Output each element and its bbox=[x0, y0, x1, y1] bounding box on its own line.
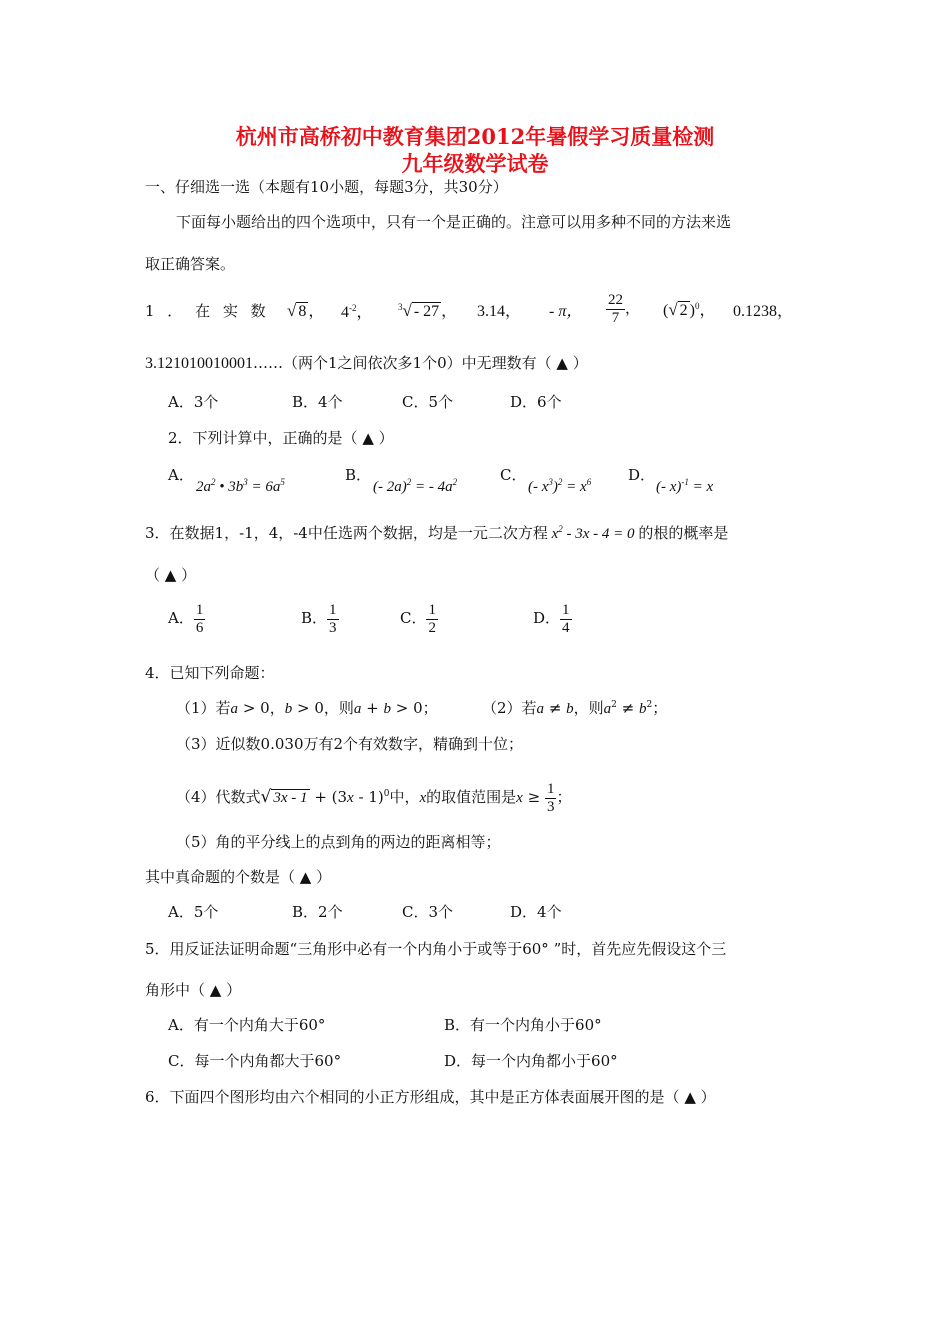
q4-conclusion: 其中真命题的个数是（ ▲ ） bbox=[145, 868, 332, 886]
q1-0-1238: 0.1238， bbox=[733, 303, 794, 320]
q2-option-a-label[interactable]: A． bbox=[168, 466, 194, 484]
section-1-intro: 下面每小题给出的四个选项中，只有一个是正确的。注意可以用多种不同的方法来选 bbox=[176, 213, 732, 231]
q2-option-d-label[interactable]: D． bbox=[628, 466, 656, 484]
q1-lead: 1 ． 在 实 数 bbox=[145, 302, 270, 320]
q1-option-b[interactable]: B．4个 bbox=[292, 393, 343, 411]
q2-option-b-expr: (- 2a)$^2$ = - $4a^2$ bbox=[373, 477, 458, 495]
q5-option-c[interactable]: C．每一个内角都大于60° bbox=[168, 1052, 342, 1070]
q2-option-c-expr: (- $x^3)^2 = x^6$ bbox=[528, 477, 592, 495]
q5-stem: 5．用反证法证明命题“三角形中必有一个内角小于或等于60° ”时，首先应先假设这个三 bbox=[145, 940, 727, 958]
section-1-intro-cont: 取正确答案。 bbox=[145, 255, 236, 273]
q4-proposition-2: （2）若a ≠ b，则$a^2 \ne b^2$； bbox=[482, 699, 668, 717]
q1-four-power: $4^{-2}$， bbox=[341, 303, 373, 321]
q6-stem: 6．下面四个图形均由六个相同的小正方形组成，其中是正方体表面展开图的是（ ▲ ） bbox=[145, 1088, 716, 1106]
q4-option-b[interactable]: B．2个 bbox=[292, 903, 343, 921]
q4-proposition-5: （5）角的平分线上的点到角的两边的距离相等； bbox=[176, 833, 501, 851]
q4-stem: 4．已知下列命题： bbox=[145, 664, 275, 682]
q5-option-a[interactable]: A．有一个内角大于60° bbox=[168, 1016, 326, 1034]
q2-option-b-label[interactable]: B． bbox=[345, 466, 372, 484]
q1-3-14: 3.14， bbox=[477, 303, 522, 320]
q1-line2: 3.121010010001……（两个1之间依次多1个0）中无理数有（ ▲ ） bbox=[145, 354, 588, 372]
q1-sqrt2-power: (√ 2 )$^0$， bbox=[663, 300, 716, 319]
q1-cube-root: $^3$√ - 27 ， bbox=[398, 301, 458, 320]
q4-option-a[interactable]: A．5个 bbox=[168, 903, 219, 921]
q1-option-c[interactable]: C．5个 bbox=[402, 393, 454, 411]
q5-stem-cont: 角形中（ ▲ ） bbox=[145, 981, 242, 999]
q2-option-d-expr: (- x)$^{-1}$ = x bbox=[656, 477, 714, 495]
exam-title: 杭州市高桥初中教育集团2012年暑假学习质量检测 bbox=[235, 124, 715, 149]
q3-option-a[interactable]: A． $\frac{1}{6}$ bbox=[168, 602, 204, 636]
q1-fraction: $\frac{22}{7}$ ， bbox=[608, 292, 641, 326]
q3-paren: （ ▲ ） bbox=[145, 566, 197, 584]
q4-proposition-1: （1）若a > 0，b > 0，则a + b > 0； bbox=[176, 699, 438, 717]
q1-neg-pi: - π， bbox=[549, 303, 583, 320]
section-1-header: 一、仔细选一选（本题有10小题，每题3分，共30分） bbox=[145, 178, 508, 196]
q4-option-d[interactable]: D．4个 bbox=[510, 903, 562, 921]
q3-stem: 3．在数据1，-1，4，-4中任选两个数据，均是一元二次方程 $x^2 - 3x - 4 = 0$ 的根的概率是 bbox=[145, 524, 729, 542]
q4-proposition-3: （3）近似数0.030万有2个有效数字，精确到十位； bbox=[176, 735, 524, 753]
q2-stem: 2．下列计算中，正确的是（ ▲ ） bbox=[168, 429, 394, 447]
q4-option-c[interactable]: C．3个 bbox=[402, 903, 454, 921]
q1-option-a[interactable]: A．3个 bbox=[168, 393, 219, 411]
q2-option-a-expr: $2a^2$ • $3b^3 = 6a^5$ bbox=[196, 477, 285, 495]
q1-option-d[interactable]: D．6个 bbox=[510, 393, 562, 411]
q4-proposition-4: （4）代数式√ 3x - 1 + (3x - 1)$^0$中，x的取值范围是x ≥ $\frac{1}{3}$ ； bbox=[176, 781, 572, 815]
q3-option-b[interactable]: B． $\frac{1}{3}$ bbox=[301, 602, 337, 636]
q3-option-d[interactable]: D． $\frac{1}{4}$ bbox=[533, 602, 570, 636]
q3-option-c[interactable]: C． $\frac{1}{2}$ bbox=[400, 602, 436, 636]
exam-subtitle: 九年级数学试卷 bbox=[401, 151, 549, 176]
q1-sqrt8: √ 8 ， bbox=[287, 301, 325, 320]
q5-option-b[interactable]: B．有一个内角小于60° bbox=[444, 1016, 602, 1034]
q2-option-c-label[interactable]: C． bbox=[500, 466, 527, 484]
q5-option-d[interactable]: D．每一个内角都小于60° bbox=[444, 1052, 618, 1070]
